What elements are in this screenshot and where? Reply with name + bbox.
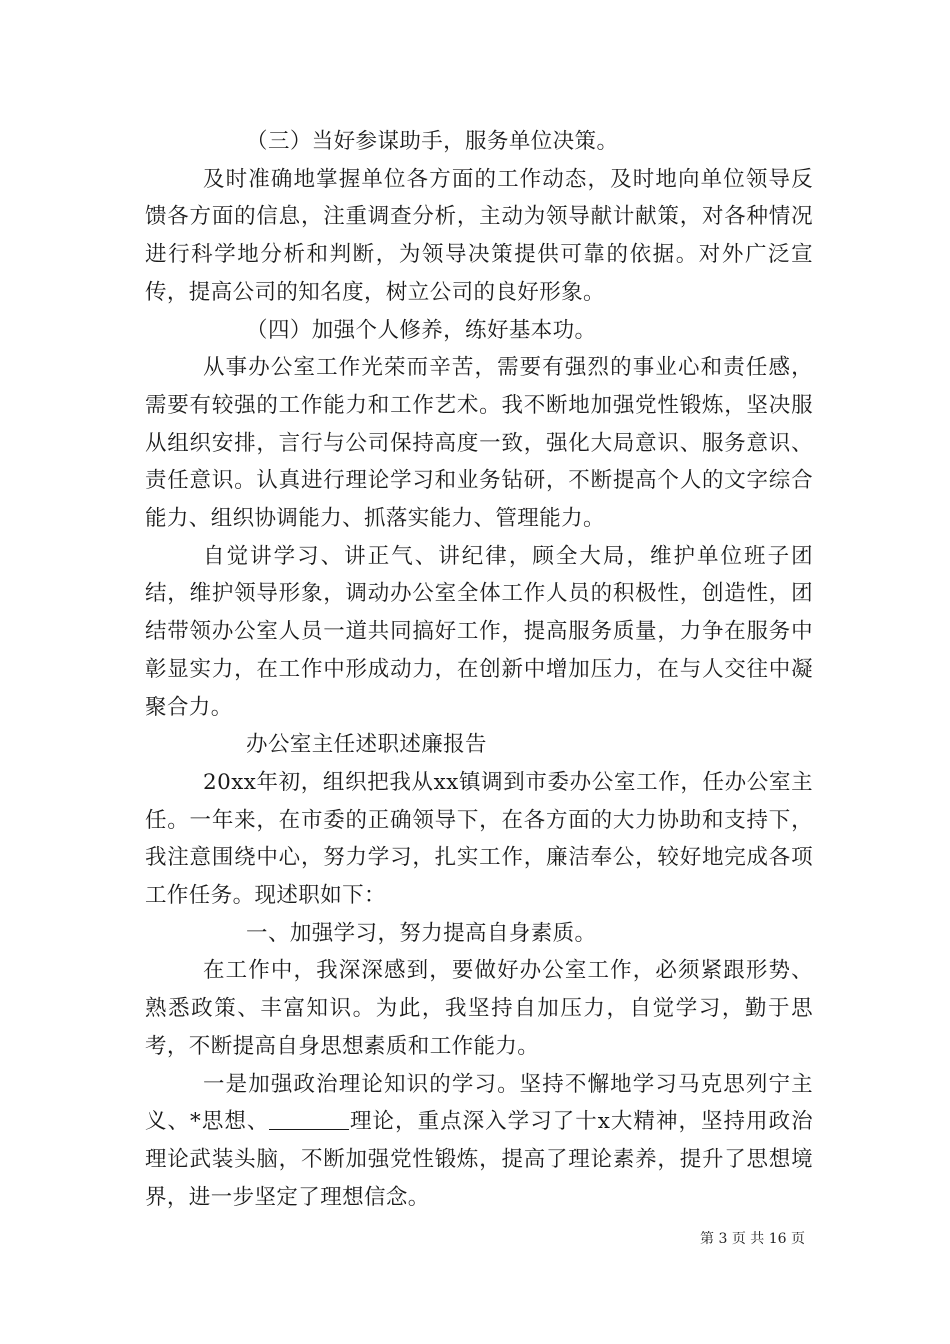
section-heading-three: （三）当好参谋助手，服务单位决策。 <box>246 129 619 154</box>
paragraph: 自觉讲学习、讲正气、讲纪律，顾全大局，维护单位班子团结，维护领导形象，调动办公室全体工作人员的积极性，创造性，团结带领办公室人员一道共同搞好工作，提高服务质量，力争在服务中彰显实力，在工作中形成动力，在创新中增加压力，在与人交往中凝聚合力。 <box>145 543 813 720</box>
paragraph-text-after-blank: 理论，重点深入学习了十x大精神，坚持用政治理论武装头脑，不断加强党性锻炼，提高了理论素养，提升了思想境界，进一步坚定了理想信念。 <box>145 1109 813 1210</box>
document-body <box>145 123 813 1216</box>
paragraph: 20xx年初，组织把我从xx镇调到市委办公室工作，任办公室主任。一年来，在市委的正确领导下，在各方面的大力协助和支持下，我注意围绕中心，努力学习，扎实工作，廉洁奉公，较好地完成各项工作任务。现述职如下： <box>145 769 813 909</box>
paragraph-text-before-blank: 一是加强政治理论知识的学习。坚持不懈地学习马克思列宁主义、*思想、 <box>145 1071 813 1135</box>
report-title: 办公室主任述职述廉报告 <box>246 732 487 758</box>
paragraph: 从事办公室工作光荣而辛苦，需要有强烈的事业心和责任感，需要有较强的工作能力和工作艺术。我不断地加强党性锻炼，坚决服从组织安排，言行与公司保持高度一致，强化大局意识、服务意识、责任意识。认真进行理论学习和业务钻研，不断提高个人的文字综合能力、组织协调能力、抓落实能力、管理能力。 <box>145 355 813 532</box>
fill-in-blank <box>269 1108 349 1131</box>
page-number-footer: 第 3 页 共 16 页 <box>700 1231 805 1247</box>
section-heading-one: 一、加强学习，努力提高自身素质。 <box>246 920 597 946</box>
section-heading-four: （四）加强个人修养，练好基本功。 <box>246 317 597 343</box>
paragraph-with-blank <box>145 1066 813 1217</box>
paragraph: 在工作中，我深深感到，要做好办公室工作，必须紧跟形势、熟悉政策、丰富知识。为此，我坚持自加压力，自觉学习，勤于思考，不断提高自身思想素质和工作能力。 <box>145 958 813 1059</box>
paragraph: 及时准确地掌握单位各方面的工作动态，及时地向单位领导反馈各方面的信息，注重调查分析，主动为领导献计献策，对各种情况进行科学地分析和判断，为领导决策提供可靠的依据。对外广泛宣传，提高公司的知名度，树立公司的良好形象。 <box>145 166 813 305</box>
